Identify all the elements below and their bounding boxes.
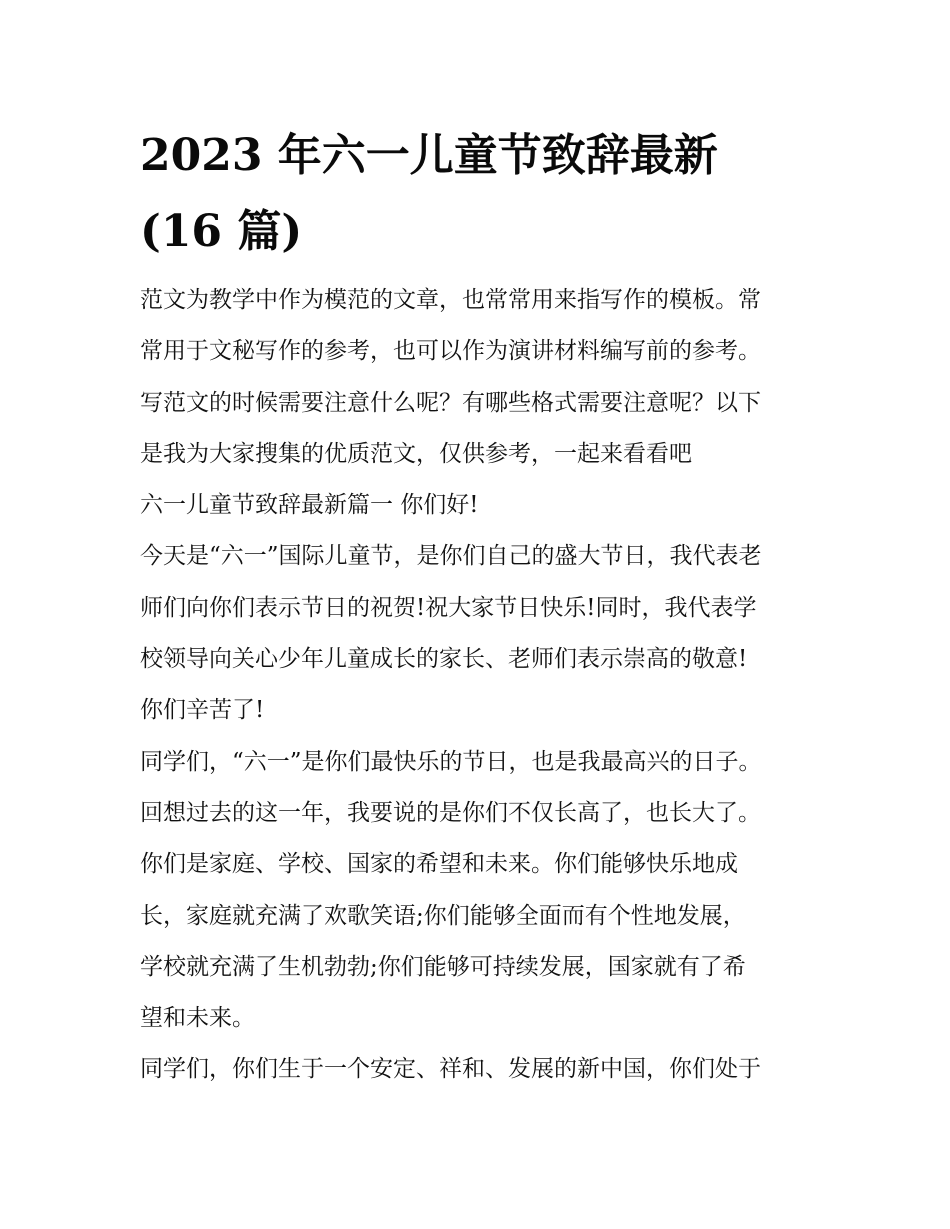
body-line: 回想过去的这一年，我要说的是你们不仅长高了，也长大了。 [140, 799, 761, 826]
body-line: 校领导向关心少年儿童成长的家长、老师们表示崇高的敬意! [140, 646, 748, 673]
body-line: 长，家庭就充满了欢歌笑语;你们能够全面而有个性地发展， [140, 902, 746, 929]
document-body [140, 275, 830, 1096]
body-line: 同学们，你们生于一个安定、祥和、发展的新中国，你们处于 [140, 1056, 761, 1083]
body-line: 今天是“六一”国际儿童节，是你们自己的盛大节日，我代表老 [140, 543, 762, 570]
title-line-1: 2023 年六一儿童节致辞最新 [140, 130, 718, 181]
body-line: 常用于文秘写作的参考，也可以作为演讲材料编写前的参考。 [140, 338, 761, 365]
body-line: 是我为大家搜集的优质范文，仅供参考，一起来看看吧 [140, 440, 692, 467]
body-line: 你们辛苦了! [140, 697, 265, 724]
body-line: 师们向你们表示节日的祝贺!祝大家节日快乐!同时，我代表学 [140, 594, 757, 621]
body-line: 同学们，“六一”是你们最快乐的节日，也是我最高兴的日子。 [140, 748, 762, 775]
title-line-2: (16 篇) [140, 206, 303, 257]
section-heading-line: 六一儿童节致辞最新篇一 你们好! [140, 492, 479, 519]
body-line: 你们是家庭、学校、国家的希望和未来。你们能够快乐地成 [140, 851, 738, 878]
body-line: 望和未来。 [140, 1005, 255, 1032]
body-line: 学校就充满了生机勃勃;你们能够可持续发展，国家就有了希 [140, 953, 746, 980]
document-title [140, 118, 820, 270]
body-line: 写范文的时候需要注意什么呢？有哪些格式需要注意呢？以下 [140, 389, 761, 416]
body-line: 范文为教学中作为模范的文章，也常常用来指写作的模板。常 [140, 287, 761, 313]
